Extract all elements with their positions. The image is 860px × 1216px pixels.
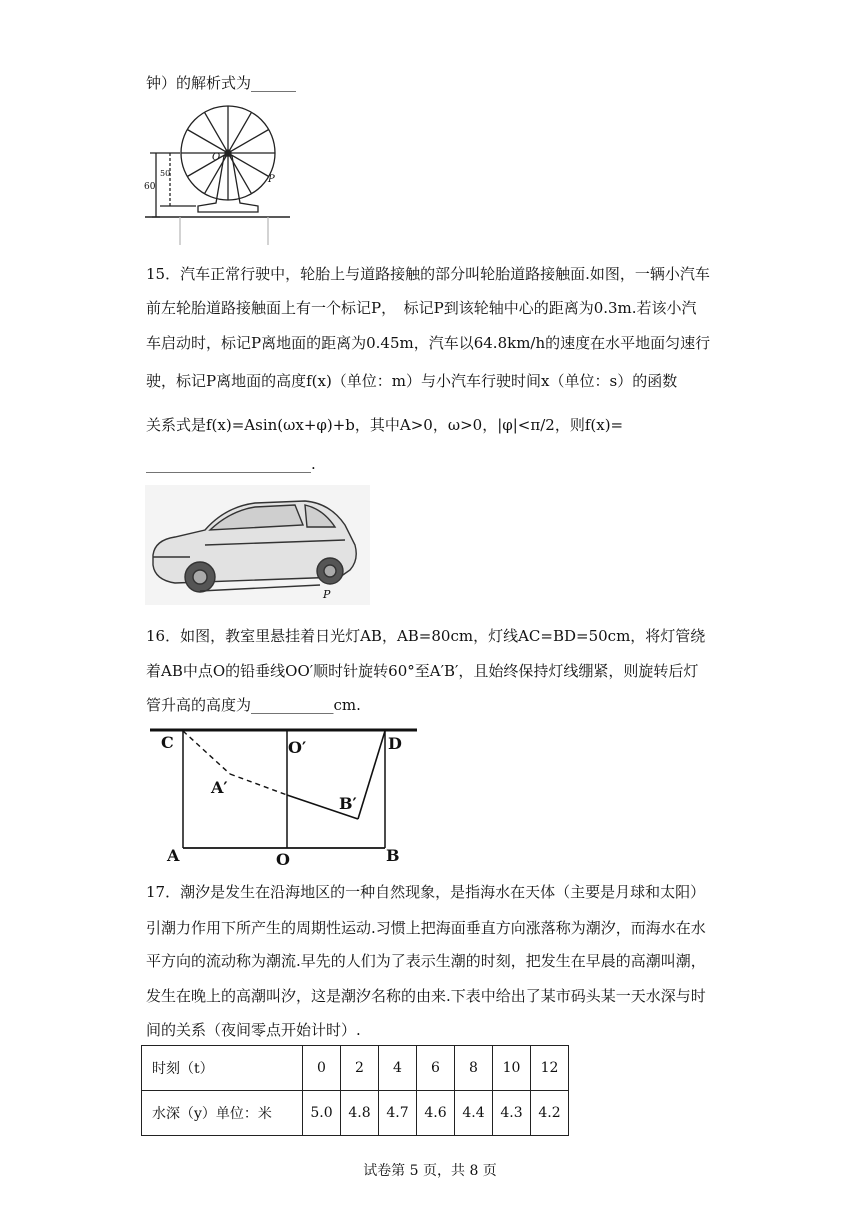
- lamp-label-b: B: [386, 846, 400, 865]
- lamp-label-b-prime: B′: [339, 794, 357, 813]
- q17-line-2: 引潮力作用下所产生的周期性运动.习惯上把海面垂直方向涨落称为潮汐，而海水在水: [146, 919, 706, 937]
- q15-line-6: ______________________.: [146, 455, 316, 473]
- q14-tail: 钟）的解析式为______: [146, 74, 297, 92]
- q17-line-4: 发生在晚上的高潮叫汐，这是潮汐名称的由来.下表中给出了某市码头某一天水深与时: [146, 987, 706, 1005]
- depth-cell: 4.7: [379, 1091, 417, 1136]
- q17-line-5: 间的关系（夜间零点开始计时）.: [146, 1021, 361, 1039]
- table-row-head-time: 时刻（t）: [142, 1046, 303, 1091]
- tide-table: [141, 1045, 569, 1136]
- q15-line-3: 车启动时，标记P离地面的距离为0.45m，汽车以64.8km/h的速度在水平地面匀速行: [146, 334, 711, 352]
- lamp-label-o-prime: O′: [288, 738, 307, 757]
- lamp-label-d: D: [388, 734, 402, 753]
- time-cell: 4: [379, 1046, 417, 1091]
- lamp-label-a-prime: A′: [211, 778, 228, 797]
- q15-line-4: 驶，标记P离地面的高度f(x)（单位：m）与小汽车行驶时间x（单位：s）的函数: [146, 372, 678, 390]
- time-cell: 6: [417, 1046, 455, 1091]
- ferris-wheel-figure: [140, 100, 300, 250]
- depth-cell: 4.3: [493, 1091, 531, 1136]
- depth-cell: 4.6: [417, 1091, 455, 1136]
- table-row-head-depth: 水深（y）单位：米: [142, 1091, 303, 1136]
- q16-line-3: 管升高的高度为___________cm.: [146, 696, 361, 714]
- time-cell: 2: [341, 1046, 379, 1091]
- table-row: [142, 1046, 569, 1091]
- table-row: [142, 1091, 569, 1136]
- q17-line-1: 17．潮汐是发生在沿海地区的一种自然现象，是指海水在天体（主要是月球和太阳）: [146, 883, 706, 901]
- q16-line-1: 16．如图，教室里悬挂着日光灯AB，AB=80cm，灯线AC=BD=50cm，将灯管绕: [146, 627, 706, 645]
- q15-line-2: 前左轮胎道路接触面上有一个标记P， 标记P到该轮轴中心的距离为0.3m.若该小汽: [146, 299, 697, 317]
- time-cell: 8: [455, 1046, 493, 1091]
- depth-cell: 4.4: [455, 1091, 493, 1136]
- q17-line-3: 平方向的流动称为潮流.早先的人们为了表示生潮的时刻，把发生在早晨的高潮叫潮，: [146, 952, 706, 970]
- ferris-label-p: P: [268, 174, 275, 185]
- lamp-label-c: C: [161, 733, 174, 752]
- ferris-dim-axis: 50: [160, 169, 171, 178]
- depth-cell: 4.8: [341, 1091, 379, 1136]
- ferris-dim-total: 60: [144, 182, 156, 192]
- depth-cell: 5.0: [303, 1091, 341, 1136]
- lamp-figure: [145, 722, 435, 872]
- q16-line-2: 着AB中点O的铅垂线OO′顺时针旋转60°至A′B′，且始终保持灯线绷紧，则旋转后灯: [146, 662, 699, 680]
- car-label-p: P: [323, 588, 331, 601]
- time-cell: 10: [493, 1046, 531, 1091]
- ferris-label-o: O: [212, 152, 221, 163]
- page-footer: 试卷第 5 页，共 8 页: [363, 1163, 497, 1179]
- lamp-label-a: A: [167, 846, 180, 865]
- time-cell: 12: [531, 1046, 569, 1091]
- car-figure: [145, 485, 370, 605]
- lamp-label-o: O: [276, 850, 290, 869]
- q15-line-5: 关系式是f(x)=Asin(ωx+φ)+b，其中A>0，ω>0，|φ|<π/2，则f(x)=: [146, 416, 624, 434]
- depth-cell: 4.2: [531, 1091, 569, 1136]
- time-cell: 0: [303, 1046, 341, 1091]
- q15-line-1: 15．汽车正常行驶中，轮胎上与道路接触的部分叫轮胎道路接触面.如图，一辆小汽车: [146, 265, 710, 283]
